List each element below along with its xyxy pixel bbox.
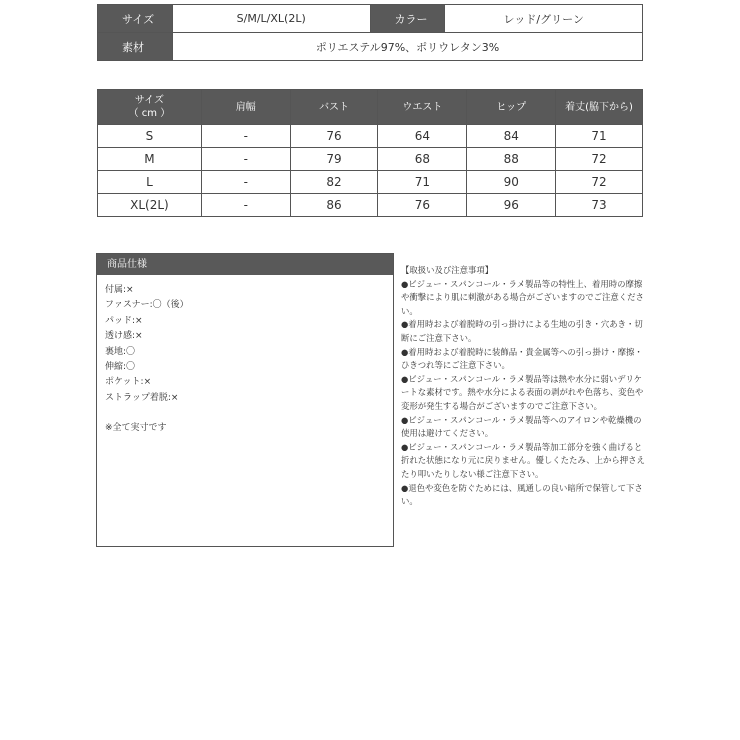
header-length: 着丈(脇下から) xyxy=(556,90,643,125)
cell-waist: 76 xyxy=(378,194,467,217)
cell-shoulder: - xyxy=(201,148,290,171)
table-row xyxy=(98,125,643,148)
cell-waist: 68 xyxy=(378,148,467,171)
cell-size: S xyxy=(98,125,202,148)
caution-paragraph: ●ビジュー・スパンコール・ラメ製品等の特性上、着用時の摩擦や衝撃により肌に刺激がある場合がございますのでご注意ください。 xyxy=(401,278,644,316)
color-value: レッド/グリーン xyxy=(445,5,643,33)
list-item: 付属:× xyxy=(105,285,134,295)
spec-list xyxy=(105,283,189,406)
caution-paragraph: ●ビジュー・スパンコール・ラメ製品等は熱や水分に弱いデリケートな素材です。熱や水分による表面の剥がれや色落ち、変色や変形が発生する場合がございますのでご注意下さい。 xyxy=(401,373,644,411)
list-item: ファスナー:〇（後） xyxy=(105,300,189,311)
header-size-unit xyxy=(98,90,202,125)
table-row xyxy=(98,194,643,217)
cell-length: 73 xyxy=(556,194,643,217)
cell-size: M xyxy=(98,148,202,171)
caution-paragraph: ●着用時および着脱時の引っ掛けによる生地の引き・穴あき・切断にご注意下さい。 xyxy=(401,319,643,343)
material-value: ポリエステル97%、ポリウレタン3% xyxy=(172,33,642,61)
cell-length: 72 xyxy=(556,148,643,171)
list-item: パッド:× xyxy=(105,315,143,326)
list-item: 伸縮:〇 xyxy=(105,361,136,372)
cell-waist: 71 xyxy=(378,171,467,194)
cell-size: XL(2L) xyxy=(98,194,202,217)
table-row xyxy=(98,171,643,194)
cell-hip: 84 xyxy=(467,125,556,148)
spec-note: ※全て実寸です xyxy=(105,423,167,433)
caution-paragraph: ●ビジュー・スパンコール・ラメ製品等へのアイロンや乾燥機の使用は避けてください。 xyxy=(401,414,642,439)
cell-hip: 96 xyxy=(467,194,556,217)
table-row xyxy=(98,148,643,171)
size-chart-header-row xyxy=(98,90,643,125)
cell-bust: 82 xyxy=(290,171,378,194)
cell-hip: 90 xyxy=(467,171,556,194)
product-info-table xyxy=(97,4,643,61)
color-label: カラー xyxy=(370,5,445,33)
caution-section xyxy=(401,264,646,509)
cell-shoulder: - xyxy=(201,125,290,148)
header-bust: バスト xyxy=(290,90,378,125)
caution-paragraph: ●着用時および着脱時に装飾品・貴金属等への引っ掛け・摩擦・ひきつれ等にご注意下さい。 xyxy=(401,346,643,371)
cell-hip: 88 xyxy=(467,148,556,171)
cell-length: 72 xyxy=(556,171,643,194)
cell-bust: 76 xyxy=(290,125,378,148)
caution-paragraph: ●退色や変色を防ぐためには、風通しの良い暗所で保管して下さい。 xyxy=(401,482,643,507)
header-size: サイズ xyxy=(134,95,165,106)
spec-title: 商品仕様 xyxy=(97,254,393,275)
size-chart-table xyxy=(97,89,643,217)
header-unit: （ cm ） xyxy=(128,108,171,119)
header-shoulder: 肩幅 xyxy=(201,90,290,125)
cell-shoulder: - xyxy=(201,171,290,194)
caution-title: 【取扱い及び注意事項】 xyxy=(401,265,494,275)
caution-paragraph: ●ビジュー・スパンコール・ラメ製品等加工部分を強く曲げると折れた状態になり元に戻りません。優しくたたみ、上から押さえたり叩いたりしない様ご注意下さい。 xyxy=(401,441,645,479)
cell-length: 71 xyxy=(556,125,643,148)
list-item: ストラップ着脱:× xyxy=(105,392,179,403)
info-row xyxy=(98,5,643,33)
cell-bust: 86 xyxy=(290,194,378,217)
cell-bust: 79 xyxy=(290,148,378,171)
header-hip: ヒップ xyxy=(467,90,556,125)
cell-size: L xyxy=(98,171,202,194)
material-label: 素材 xyxy=(98,33,173,61)
info-row xyxy=(98,33,643,61)
size-label: サイズ xyxy=(98,5,173,33)
cell-waist: 64 xyxy=(378,125,467,148)
header-waist: ウエスト xyxy=(378,90,467,125)
cell-shoulder: - xyxy=(201,194,290,217)
spec-box xyxy=(96,253,394,547)
list-item: ポケット:× xyxy=(105,377,152,388)
size-value: S/M/L/XL(2L) xyxy=(172,5,370,33)
list-item: 裏地:〇 xyxy=(105,346,136,357)
list-item: 透け感:× xyxy=(105,331,143,342)
